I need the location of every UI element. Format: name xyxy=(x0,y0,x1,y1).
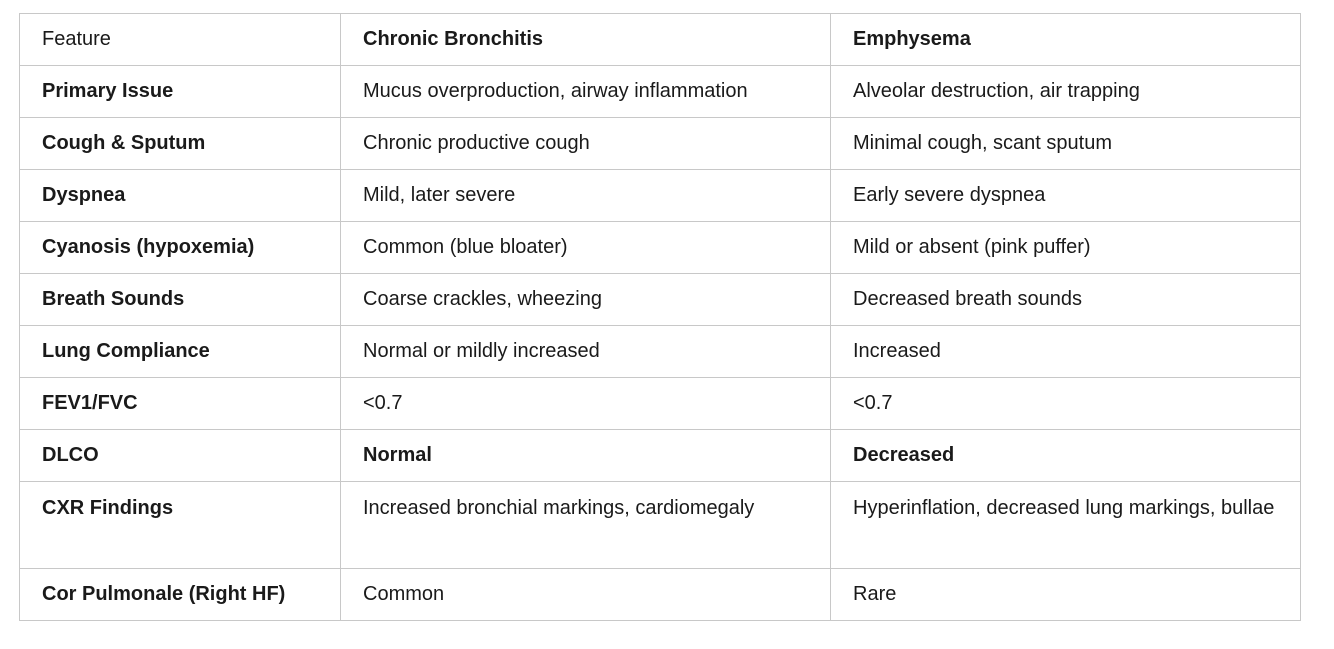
table-row xyxy=(20,482,1301,569)
emphysema-cell: Alveolar destruction, air trapping xyxy=(831,66,1301,118)
emphysema-cell: Decreased xyxy=(831,430,1301,482)
bronchitis-cell: Common (blue bloater) xyxy=(341,222,831,274)
table-row xyxy=(20,66,1301,118)
table-row xyxy=(20,569,1301,621)
bronchitis-cell: Normal xyxy=(341,430,831,482)
feature-cell: Lung Compliance xyxy=(20,326,341,378)
emphysema-cell: Rare xyxy=(831,569,1301,621)
table-row xyxy=(20,274,1301,326)
feature-cell: DLCO xyxy=(20,430,341,482)
feature-cell: Cor Pulmonale (Right HF) xyxy=(20,569,341,621)
emphysema-cell: Increased xyxy=(831,326,1301,378)
bronchitis-cell: Mucus overproduction, airway inflammation xyxy=(341,66,831,118)
feature-cell: Cough & Sputum xyxy=(20,118,341,170)
feature-cell: Dyspnea xyxy=(20,170,341,222)
header-feature: Feature xyxy=(20,14,341,66)
table-row xyxy=(20,326,1301,378)
comparison-table xyxy=(19,13,1301,621)
feature-cell: Breath Sounds xyxy=(20,274,341,326)
emphysema-cell: Minimal cough, scant sputum xyxy=(831,118,1301,170)
table-row xyxy=(20,118,1301,170)
emphysema-cell: Early severe dyspnea xyxy=(831,170,1301,222)
table-row xyxy=(20,170,1301,222)
header-chronic-bronchitis: Chronic Bronchitis xyxy=(341,14,831,66)
bronchitis-cell: Increased bronchial markings, cardiomegaly xyxy=(341,482,831,569)
emphysema-cell: Decreased breath sounds xyxy=(831,274,1301,326)
feature-cell: Cyanosis (hypoxemia) xyxy=(20,222,341,274)
bronchitis-cell: <0.7 xyxy=(341,378,831,430)
bronchitis-cell: Coarse crackles, wheezing xyxy=(341,274,831,326)
bronchitis-cell: Mild, later severe xyxy=(341,170,831,222)
feature-cell: FEV1/FVC xyxy=(20,378,341,430)
table-row xyxy=(20,430,1301,482)
feature-cell: Primary Issue xyxy=(20,66,341,118)
emphysema-cell: <0.7 xyxy=(831,378,1301,430)
bronchitis-cell: Chronic productive cough xyxy=(341,118,831,170)
bronchitis-cell: Common xyxy=(341,569,831,621)
table-header-row xyxy=(20,14,1301,66)
emphysema-cell: Mild or absent (pink puffer) xyxy=(831,222,1301,274)
table-row xyxy=(20,378,1301,430)
table-row xyxy=(20,222,1301,274)
emphysema-cell: Hyperinflation, decreased lung markings, bullae xyxy=(831,482,1301,569)
comparison-table-container xyxy=(19,13,1300,621)
feature-cell: CXR Findings xyxy=(20,482,341,569)
header-emphysema: Emphysema xyxy=(831,14,1301,66)
bronchitis-cell: Normal or mildly increased xyxy=(341,326,831,378)
